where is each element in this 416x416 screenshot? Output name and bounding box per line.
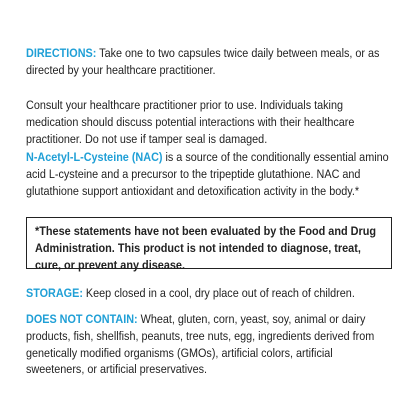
- directions-section: [26, 45, 394, 79]
- storage-text: Keep closed in a cool, dry place out of reach of children.: [82, 286, 355, 300]
- ingredient-name: N-Acetyl-L-Cysteine (NAC): [26, 150, 163, 164]
- caution-text: Consult your healthcare practitioner prior to use. Individuals taking medication should discuss potential interactions with their healthcare practitioner. Do not use if tamper seal is damaged.: [26, 98, 355, 146]
- description-section: [26, 149, 394, 199]
- fda-notice-box: [26, 217, 392, 272]
- does-not-contain-section: [26, 311, 394, 378]
- storage-heading: STORAGE:: [26, 286, 83, 300]
- description-text: is a source of the conditionally essential amino acid L-cysteine and a precursor to the tripeptide glutathione. NAC and glutathione support antioxidant and detoxification activity in the body.*: [26, 150, 389, 198]
- caution-section: [26, 97, 394, 147]
- fda-notice-text: *These statements have not been evaluated by the Food and Drug Administration. This product is not intended to diagnose, treat, cure, or prevent any disease.: [35, 224, 377, 272]
- does-not-contain-heading: DOES NOT CONTAIN:: [26, 312, 138, 326]
- storage-section: [26, 285, 394, 302]
- does-not-contain-text: Wheat, gluten, corn, yeast, soy, animal or dairy products, fish, shellfish, peanuts, tree nuts, egg, ingredients derived from genetically modified organisms (GMOs), artificial colors, artificial sweeteners, or artificial preservatives.: [26, 312, 375, 377]
- directions-text: Take one to two capsules twice daily between meals, or as directed by your healthcare practitioner.: [26, 46, 380, 77]
- directions-heading: DIRECTIONS:: [26, 46, 97, 60]
